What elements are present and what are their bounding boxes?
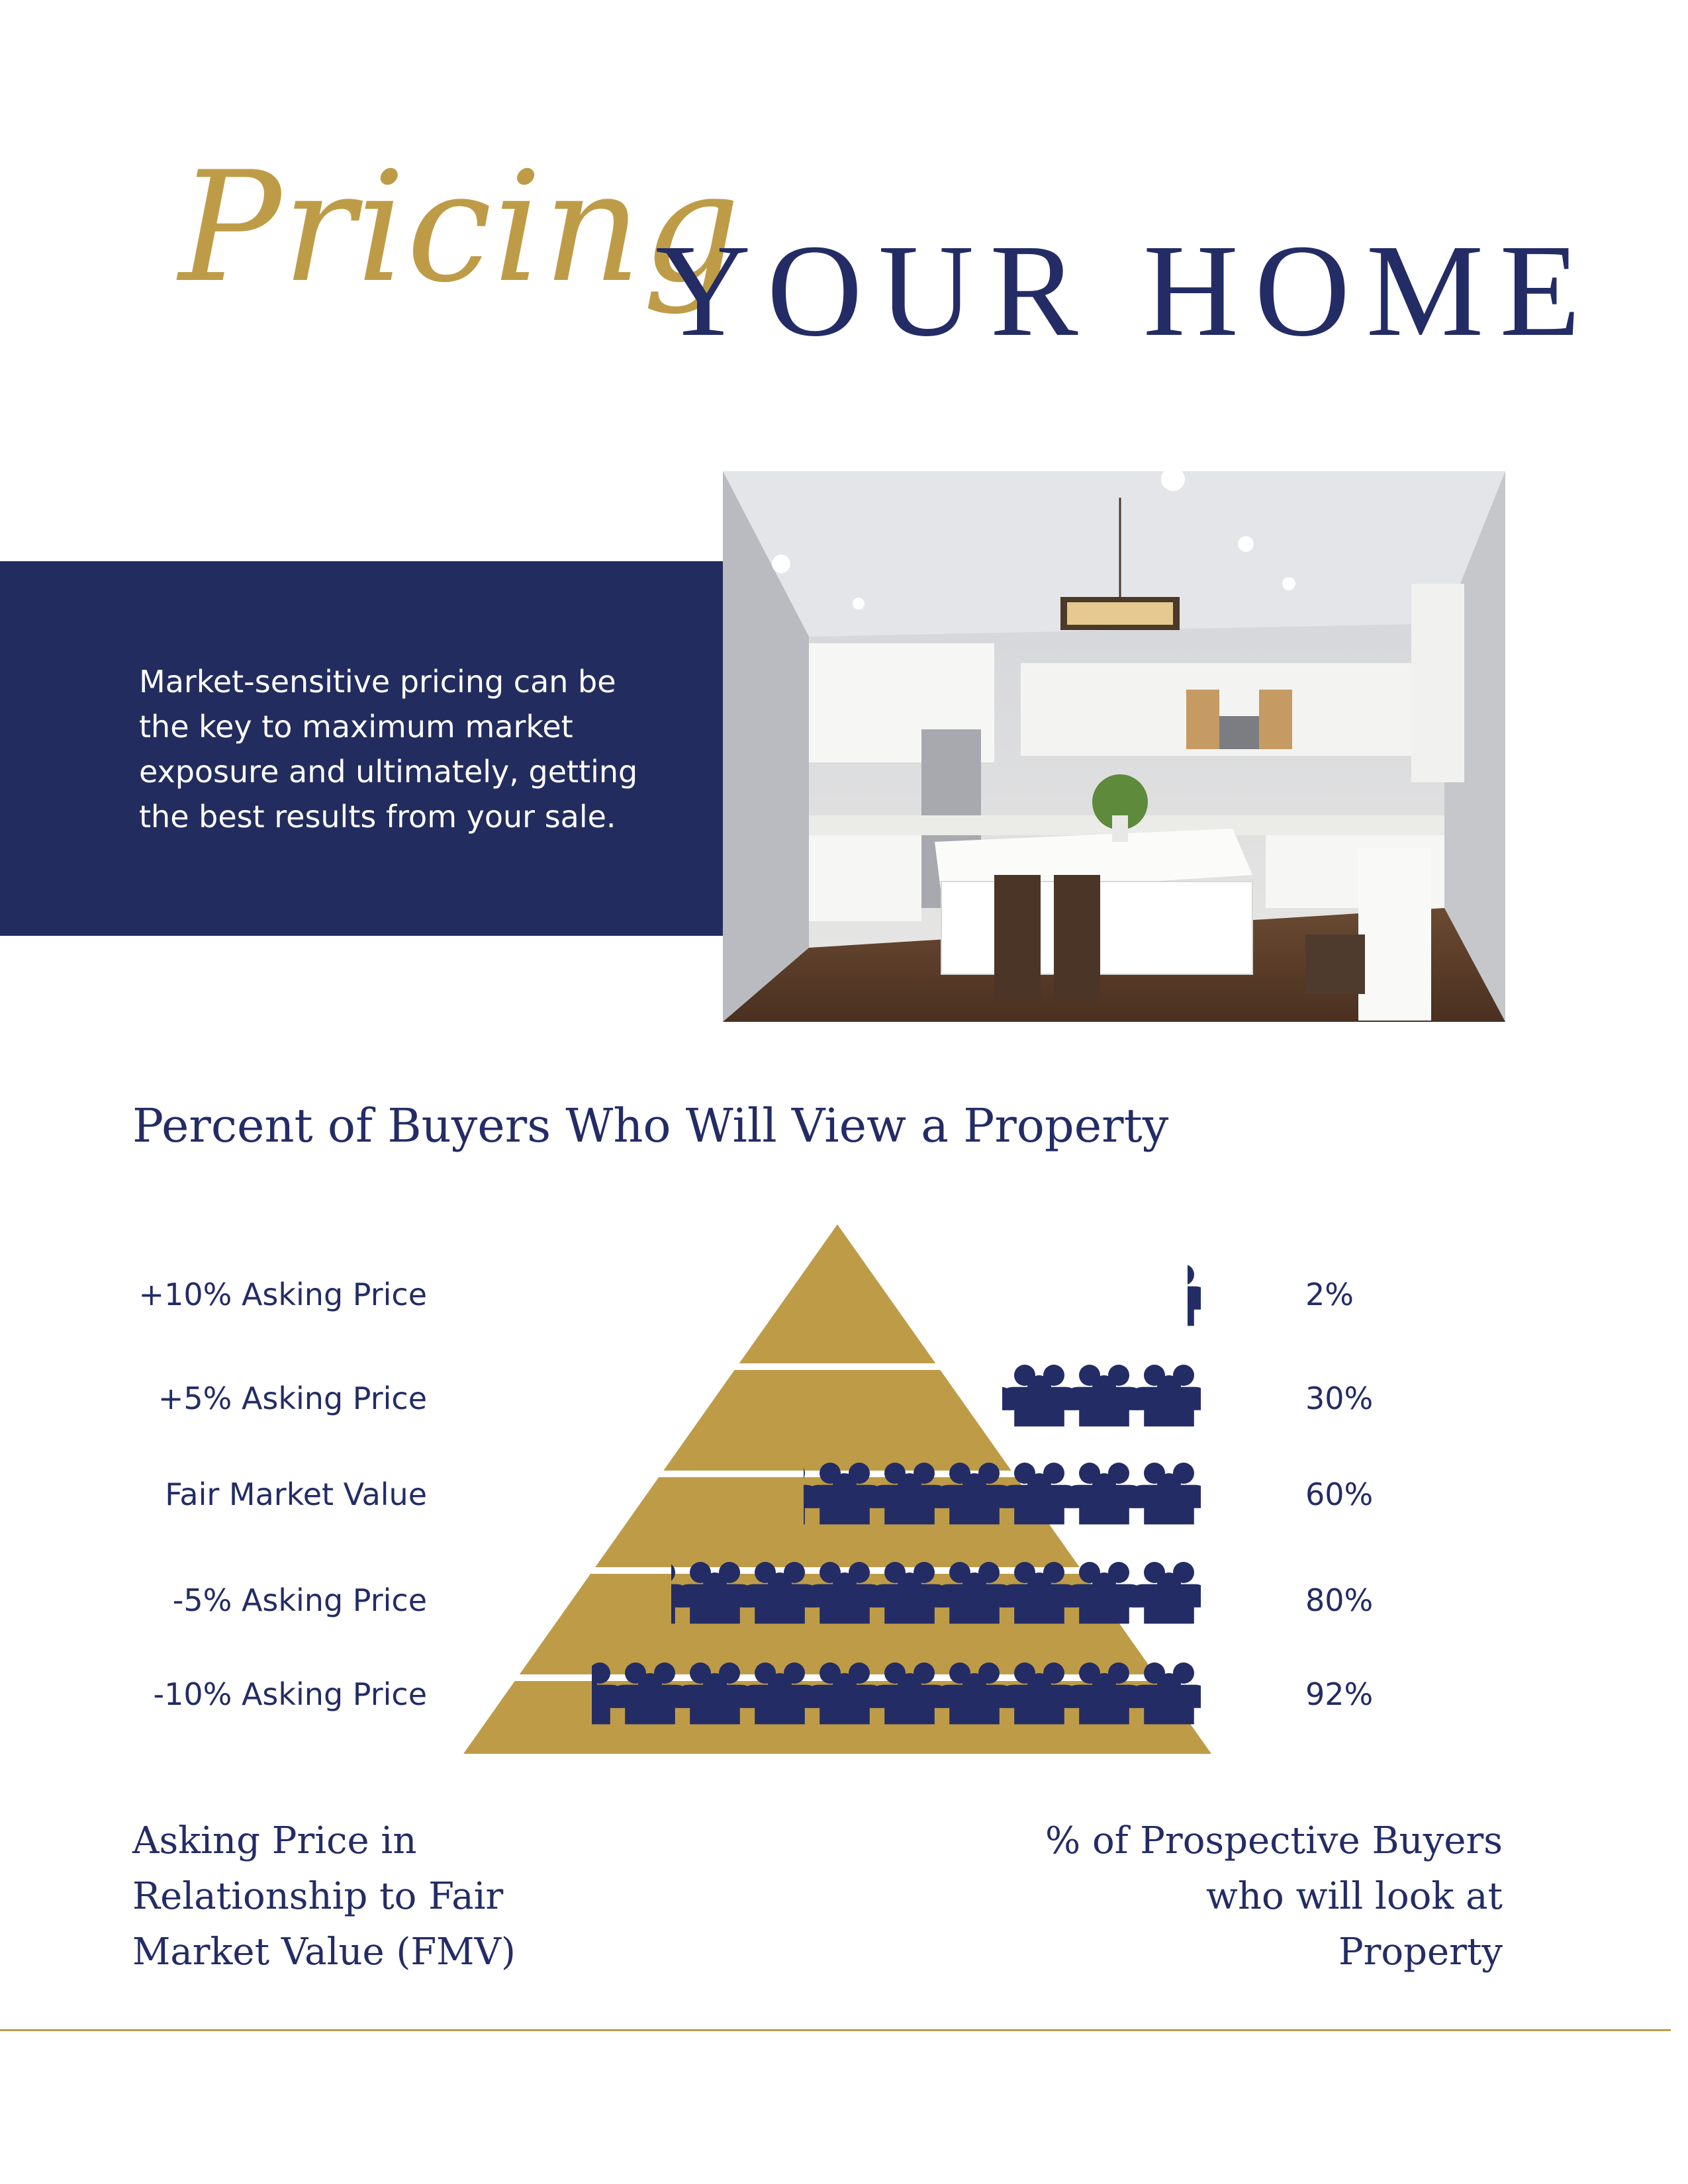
page-title: YOUR HOME (655, 218, 1597, 364)
kitchen-illustration (723, 471, 1505, 1022)
footer-divider (0, 2029, 1671, 2031)
pyramid-tier (739, 1224, 936, 1363)
chart-title: Percent of Buyers Who Will View a Property (132, 1099, 1169, 1153)
y-axis-caption: % of Prospective Buyers who will look at Property (1045, 1819, 1503, 1974)
x-axis-caption: Asking Price in Relationship to Fair Market Value (FMV) (132, 1819, 516, 1974)
buyers-bar (937, 1365, 1205, 1426)
row-label: Fair Market Value (165, 1477, 427, 1512)
row-value: 2% (1305, 1277, 1354, 1312)
row-value: 80% (1305, 1582, 1374, 1618)
row-value: 92% (1305, 1676, 1374, 1712)
row-value: 30% (1305, 1381, 1374, 1416)
row-label: -10% Asking Price (153, 1676, 427, 1712)
row-value: 60% (1305, 1477, 1374, 1512)
row-label: +10% Asking Price (138, 1277, 427, 1312)
pyramid-chart (463, 1211, 1211, 1760)
buyers-bar (1132, 1264, 1205, 1326)
row-label: +5% Asking Price (158, 1381, 427, 1416)
title-script-word: Pricing (179, 140, 741, 316)
intro-panel (0, 561, 723, 936)
pyramid-tier (663, 1370, 1011, 1471)
row-label: -5% Asking Price (172, 1582, 427, 1618)
buyers-bar (613, 1562, 1205, 1623)
intro-text: Market-sensitive pricing can be the key to maximum market exposure and ultimately, getting the best results from your sale. (139, 664, 638, 835)
kitchen-photo (723, 471, 1505, 1022)
